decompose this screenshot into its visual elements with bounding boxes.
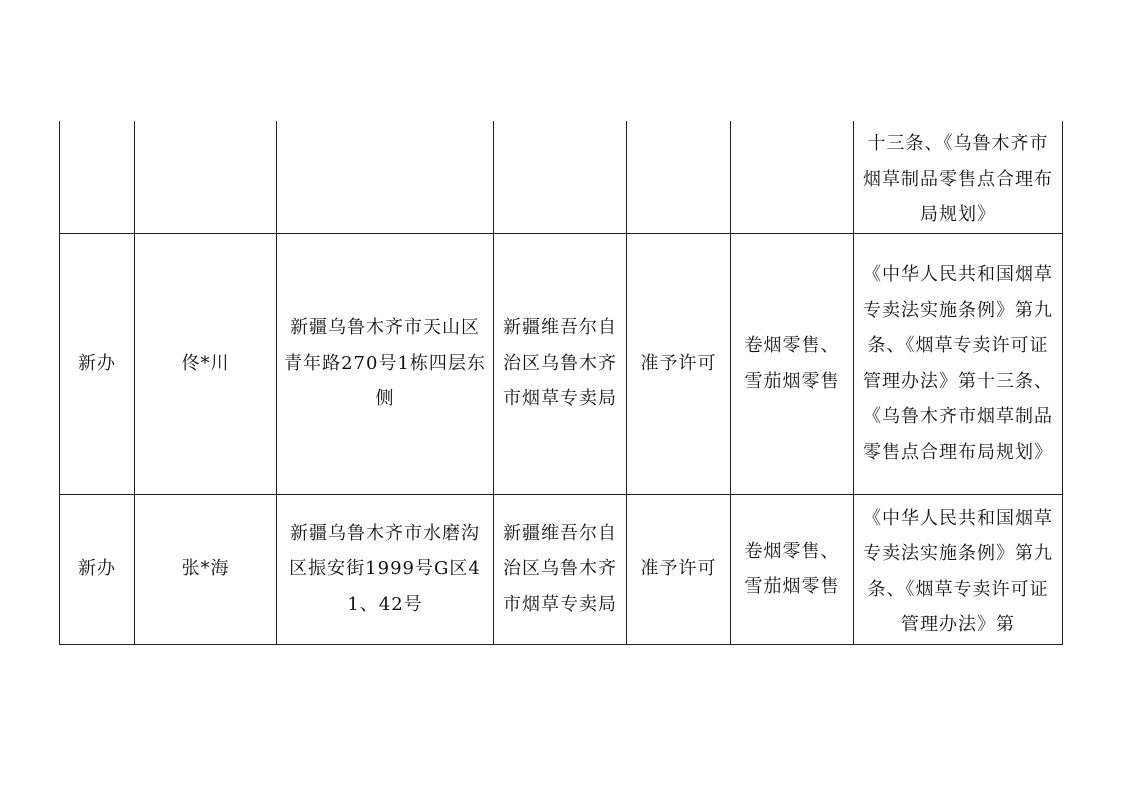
cell-name: 佟*川 xyxy=(135,233,277,494)
cell-decision xyxy=(627,121,731,233)
cell-address: 新疆乌鲁木齐市水磨沟区振安街1999号G区41、42号 xyxy=(277,494,494,644)
table-row xyxy=(60,233,1063,494)
cell-scope: 卷烟零售、雪茄烟零售 xyxy=(731,233,854,494)
cell-name xyxy=(135,121,277,233)
permit-table xyxy=(59,121,1063,645)
cell-type: 新办 xyxy=(60,233,135,494)
cell-authority: 新疆维吾尔自治区乌鲁木齐市烟草专卖局 xyxy=(494,233,627,494)
cell-address xyxy=(277,121,494,233)
cell-authority: 新疆维吾尔自治区乌鲁木齐市烟草专卖局 xyxy=(494,494,627,644)
cell-authority xyxy=(494,121,627,233)
table-row xyxy=(60,121,1063,233)
cell-scope: 卷烟零售、雪茄烟零售 xyxy=(731,494,854,644)
cell-type: 新办 xyxy=(60,494,135,644)
cell-type xyxy=(60,121,135,233)
cell-decision: 准予许可 xyxy=(627,494,731,644)
cell-basis: 《中华人民共和国烟草专卖法实施条例》第九条、《烟草专卖许可证管理办法》第十三条、《乌鲁木齐市烟草制品零售点合理布局规划》 xyxy=(854,233,1063,494)
cell-scope xyxy=(731,121,854,233)
cell-basis: 《中华人民共和国烟草专卖法实施条例》第九条、《烟草专卖许可证管理办法》第 xyxy=(854,494,1063,644)
cell-name: 张*海 xyxy=(135,494,277,644)
cell-decision: 准予许可 xyxy=(627,233,731,494)
cell-basis: 十三条、《乌鲁木齐市烟草制品零售点合理布局规划》 xyxy=(854,121,1063,233)
cell-address: 新疆乌鲁木齐市天山区青年路270号1栋四层东侧 xyxy=(277,233,494,494)
table-row xyxy=(60,494,1063,644)
